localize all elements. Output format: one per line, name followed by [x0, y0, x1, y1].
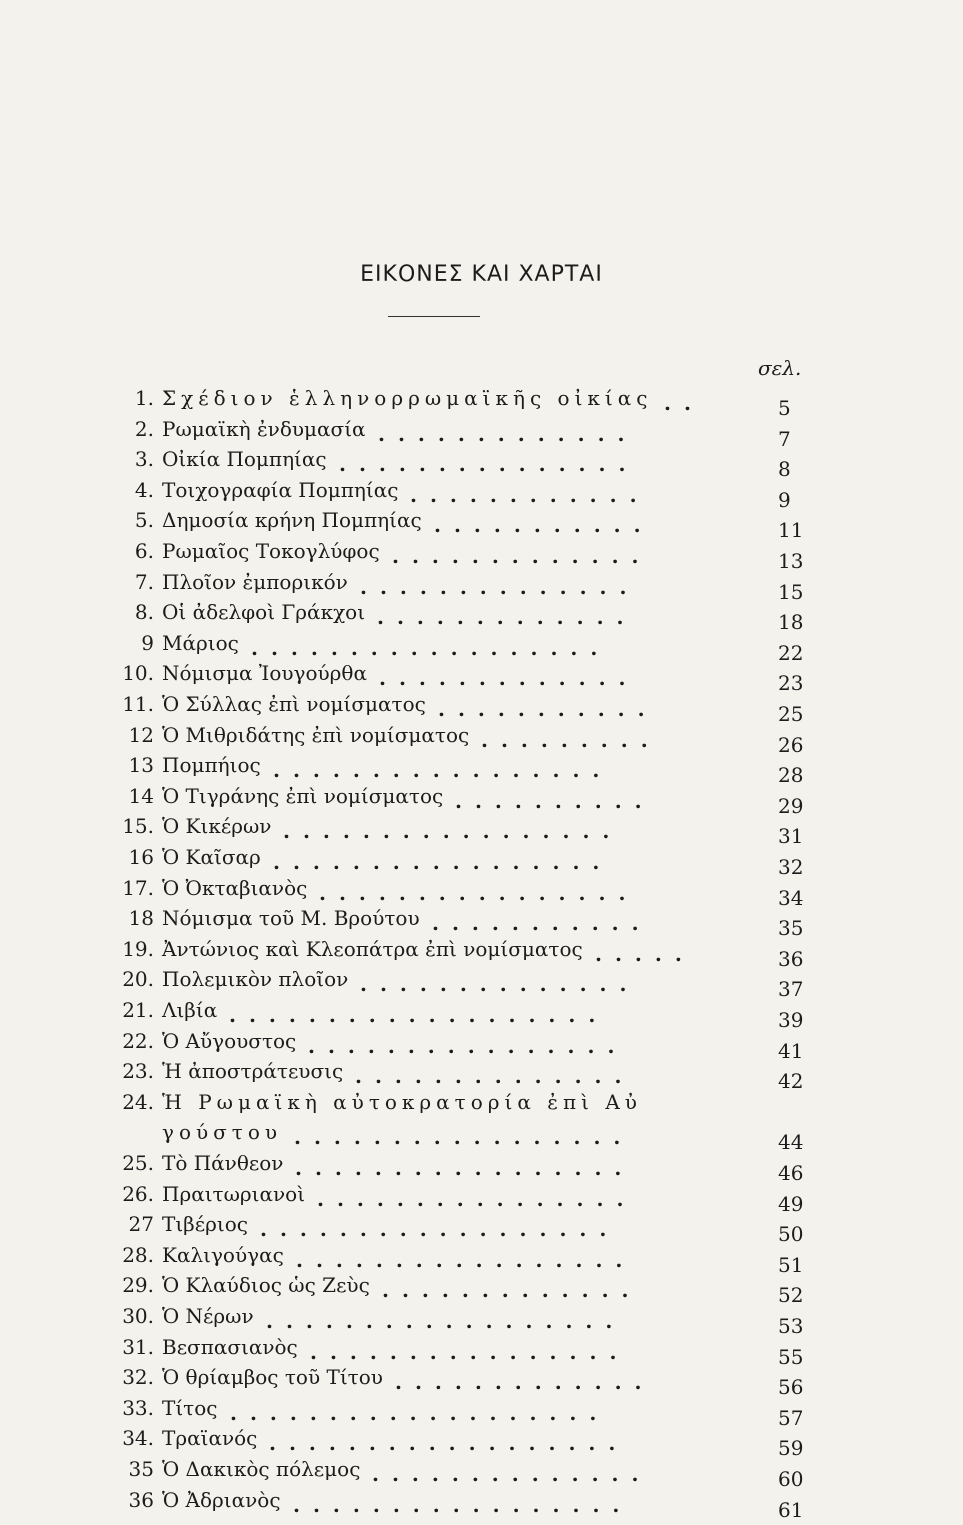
dot-leader: ................ — [308, 1033, 628, 1058]
entry-page-number: 9 — [778, 487, 791, 512]
entry-page-number: 55 — [778, 1344, 804, 1369]
entry-title: Οἰκία Πομπηίας — [162, 447, 327, 472]
entry-page-number: 36 — [778, 946, 804, 971]
entry-page-number: 53 — [778, 1314, 804, 1338]
entry-page-number: 51 — [778, 1252, 804, 1277]
entry-page-number: 34 — [778, 885, 804, 910]
entry-number: 22. — [122, 1028, 154, 1053]
dot-leader: ............. — [377, 605, 637, 630]
toc-entry — [0, 873, 963, 910]
entry-number: 31. — [122, 1334, 154, 1359]
toc-entry — [0, 750, 963, 788]
dot-leader: ................ — [317, 1186, 637, 1211]
entry-page-number: 50 — [778, 1222, 804, 1247]
entry-title: Τὸ Πάνθεον — [162, 1151, 284, 1175]
dot-leader: ................. — [273, 850, 613, 874]
entry-title: Ἡ ἀποστράτευσις — [162, 1059, 344, 1084]
toc-entry — [0, 1026, 963, 1063]
entry-page-number: 25 — [778, 702, 804, 726]
entry-title: Ὁ Αὔγουστος — [162, 1028, 297, 1053]
entry-number: 20. — [122, 967, 154, 992]
entry-page-number: 31 — [778, 824, 804, 849]
title-underline — [388, 316, 480, 317]
toc-entry — [0, 475, 963, 512]
entry-page-number: 18 — [778, 610, 804, 635]
entry-page-number: 7 — [778, 426, 791, 451]
toc-entry — [0, 567, 963, 604]
entry-title-continuation: γούστου — [162, 1120, 283, 1145]
entry-title: Ὁ Νέρων — [162, 1304, 254, 1328]
entry-title: Ὁ Μιθριδάτης ἐπὶ νομίσματος — [162, 722, 470, 747]
dot-leader: .............. — [372, 1462, 652, 1486]
entry-page-number: 61 — [778, 1497, 804, 1522]
dot-leader: .............. — [355, 1064, 635, 1089]
toc-entry-continuation — [0, 1117, 963, 1155]
entry-title: Νόμισμα τοῦ Μ. Βρούτου — [162, 906, 420, 931]
toc-entry — [0, 1362, 963, 1400]
entry-number: 13 — [128, 753, 154, 778]
entry-number: 29. — [122, 1273, 154, 1298]
entry-number: 34. — [122, 1426, 154, 1451]
entry-page-number: 23 — [778, 671, 804, 696]
toc-entry — [0, 781, 963, 818]
entry-number: 33. — [122, 1395, 154, 1420]
entry-number: 6. — [134, 539, 154, 563]
entry-page-number: 35 — [778, 916, 804, 941]
dot-leader: ........... — [438, 697, 658, 721]
dot-leader: .................. — [266, 1309, 626, 1333]
entry-title: Δημοσία κρήνη Πομπηίας — [162, 508, 422, 533]
entry-number: 1. — [134, 386, 154, 410]
entry-page-number: 42 — [778, 1069, 804, 1094]
dot-leader: ................. — [273, 758, 613, 783]
entry-number: 5. — [134, 508, 154, 533]
toc-entry — [0, 1270, 963, 1308]
dot-leader: ................ — [310, 1339, 630, 1364]
entry-title: Ὁ Τιγράνης ἐπὶ νομίσματος — [162, 783, 444, 808]
toc-entry — [0, 842, 963, 879]
entry-page-number: 37 — [778, 977, 804, 1002]
toc-entry — [0, 444, 963, 482]
entry-title: Τίτος — [162, 1395, 218, 1420]
entry-title: Ρωμαϊκὴ ἐνδυμασία — [162, 416, 366, 441]
dot-leader: ............. — [382, 1278, 642, 1303]
entry-page-number: 32 — [778, 855, 804, 879]
entry-number: 35 — [128, 1457, 154, 1481]
dot-leader: ................. — [295, 1156, 635, 1180]
entry-title: Ὁ Κλαύδιος ὡς Ζεὺς — [162, 1273, 370, 1298]
entry-number: 4. — [134, 477, 154, 502]
toc-entry — [0, 1454, 963, 1491]
toc-entry — [0, 383, 963, 420]
dot-leader: ..... — [595, 941, 695, 966]
toc-entry — [0, 1087, 963, 1117]
entry-title: Σχέδιον ἑλληνορρωμαϊκῆς οἰκίας — [162, 386, 653, 410]
entry-number: 28. — [122, 1242, 154, 1267]
entry-title: Τραϊανός — [162, 1426, 258, 1451]
dot-leader: ............... — [339, 452, 639, 477]
dot-leader: ............. — [392, 544, 652, 568]
entry-number: 27 — [128, 1212, 154, 1237]
entry-title: Πραιτωριανοὶ — [162, 1181, 306, 1206]
dot-leader: ................... — [230, 1400, 610, 1425]
entry-page-number: 15 — [778, 579, 804, 604]
dot-leader: ............. — [378, 421, 638, 446]
toc-entry — [0, 1209, 963, 1247]
toc-entry — [0, 658, 963, 696]
dot-leader: ................ — [319, 880, 639, 905]
dot-leader: ......... — [481, 727, 661, 752]
toc-entry — [0, 414, 963, 451]
entry-number: 24. — [122, 1089, 154, 1114]
entry-title: Ρωμαῖος Τοκογλύφος — [162, 539, 380, 563]
entry-number: 9 — [141, 630, 154, 655]
toc-entry — [0, 1148, 963, 1185]
entry-title: Μάριος — [162, 630, 239, 655]
toc-entry — [0, 934, 963, 971]
toc-entry — [0, 628, 963, 665]
toc-entry — [0, 689, 963, 726]
entry-title: Ὁ Ἀδριανὸς — [162, 1487, 281, 1512]
entry-page-number: 56 — [778, 1375, 804, 1400]
dot-leader: ................. — [296, 1247, 636, 1272]
entry-number: 26. — [122, 1181, 154, 1206]
toc-entry — [0, 1056, 963, 1094]
entry-number: 16 — [128, 845, 154, 869]
entry-page-number: 57 — [778, 1405, 804, 1430]
entry-page-number: 41 — [778, 1038, 804, 1063]
entry-number: 15. — [122, 814, 154, 839]
entry-page-number: 8 — [778, 457, 791, 482]
dot-leader: ................. — [294, 1125, 634, 1150]
toc-entry — [0, 1240, 963, 1277]
entry-number: 32. — [122, 1365, 154, 1390]
entry-number: 3. — [134, 447, 154, 472]
entry-page-number: 60 — [778, 1467, 804, 1491]
entry-number: 12 — [128, 722, 154, 747]
entry-number: 25. — [122, 1151, 154, 1175]
dot-leader: ........... — [432, 911, 652, 936]
dot-leader: .................. — [269, 1431, 629, 1456]
entry-title: Ὁ Δακικὸς πόλεμος — [162, 1457, 361, 1481]
entry-page-number: 28 — [778, 763, 804, 788]
dot-leader: ................. — [283, 819, 623, 844]
entry-number: 7. — [134, 569, 154, 594]
page-title: ΕΙΚΟΝΕΣ ΚΑΙ ΧΑΡΤΑΙ — [360, 262, 603, 287]
entry-title: Ὁ Κικέρων — [162, 814, 272, 839]
toc-entry — [0, 505, 963, 543]
toc-entry — [0, 964, 963, 1002]
dot-leader: ........... — [434, 513, 654, 538]
toc-entry — [0, 536, 963, 573]
toc-entry — [0, 597, 963, 635]
entry-number: 8. — [134, 600, 154, 625]
dot-leader: ................... — [229, 1003, 609, 1027]
entry-page-number: 39 — [778, 1008, 804, 1032]
entry-number: 10. — [122, 661, 154, 686]
dot-leader: ............. — [379, 666, 639, 691]
entry-title: Νόμισμα Ἰουγούρθα — [162, 661, 367, 686]
entry-number: 23. — [122, 1059, 154, 1084]
entry-page-number: 59 — [778, 1436, 804, 1461]
entry-title: Ὁ Καῖσαρ — [162, 845, 261, 869]
toc-entry — [0, 811, 963, 849]
entry-title: Λιβία — [162, 998, 218, 1022]
entry-number: 19. — [122, 936, 154, 961]
toc-entry — [0, 1423, 963, 1461]
entry-title: Ὁ Ὀκταβιανὸς — [162, 875, 308, 900]
toc-entry — [0, 1332, 963, 1369]
entry-page-number: 52 — [778, 1283, 804, 1308]
dot-leader: .......... — [455, 788, 655, 813]
dot-leader: .............. — [360, 574, 640, 599]
entry-page-number: 44 — [778, 1130, 804, 1155]
entry-title: Ὁ Σύλλας ἐπὶ νομίσματος — [162, 692, 426, 716]
entry-title: Ὁ θρίαμβος τοῦ Τίτου — [162, 1365, 383, 1390]
entry-number: 2. — [134, 416, 154, 441]
entry-title: Πομπήιος — [162, 753, 261, 778]
entry-title: Τιβέριος — [162, 1212, 248, 1237]
entry-title: Βεσπασιανὸς — [162, 1334, 298, 1359]
entry-number: 36 — [128, 1487, 154, 1512]
entry-title: Ἡ Ρωμαϊκὴ αὐτοκρατορία ἐπὶ Αὐ — [162, 1089, 642, 1114]
entry-title: Πολεμικὸν πλοῖον — [162, 967, 349, 992]
entry-number: 17. — [122, 875, 154, 900]
toc-entry — [0, 720, 963, 757]
entry-title: Τοιχογραφία Πομπηίας — [162, 477, 399, 502]
dot-leader: ............. — [395, 1370, 655, 1395]
dot-leader: ................. — [293, 1492, 633, 1517]
toc-entry — [0, 995, 963, 1032]
entry-number: 30. — [122, 1304, 154, 1328]
entry-title: Πλοῖον ἐμπορικόν — [162, 569, 348, 594]
entry-title: Οἱ ἀδελφοὶ Γράκχοι — [162, 600, 366, 625]
entry-number: 21. — [122, 998, 154, 1022]
toc-entry — [0, 1179, 963, 1216]
dot-leader: .................. — [260, 1217, 620, 1242]
entry-number: 14 — [128, 783, 154, 808]
toc-entry — [0, 903, 963, 941]
entry-title: Ἀντώνιος καὶ Κλεοπάτρα ἐπὶ νομίσματος — [162, 936, 583, 961]
entry-page-number: 22 — [778, 640, 804, 665]
toc-entry — [0, 1301, 963, 1338]
entry-page-number: 13 — [778, 549, 804, 573]
toc-entry — [0, 1393, 963, 1430]
entry-number: 18 — [128, 906, 154, 931]
entry-page-number: 11 — [778, 518, 804, 543]
entry-page-number: 49 — [778, 1191, 804, 1216]
page-column-header: σελ. — [758, 356, 802, 380]
dot-leader: .............. — [360, 972, 640, 997]
entry-page-number: 5 — [778, 396, 791, 420]
entry-page-number: 46 — [778, 1161, 804, 1185]
entry-page-number: 26 — [778, 732, 804, 757]
dot-leader: ............ — [410, 482, 650, 507]
dot-leader: .. — [664, 391, 704, 415]
entry-number: 11. — [122, 692, 154, 716]
entry-page-number: 29 — [778, 793, 804, 818]
entry-title: Καλιγούγας — [162, 1242, 284, 1267]
dot-leader: .................. — [251, 635, 611, 660]
